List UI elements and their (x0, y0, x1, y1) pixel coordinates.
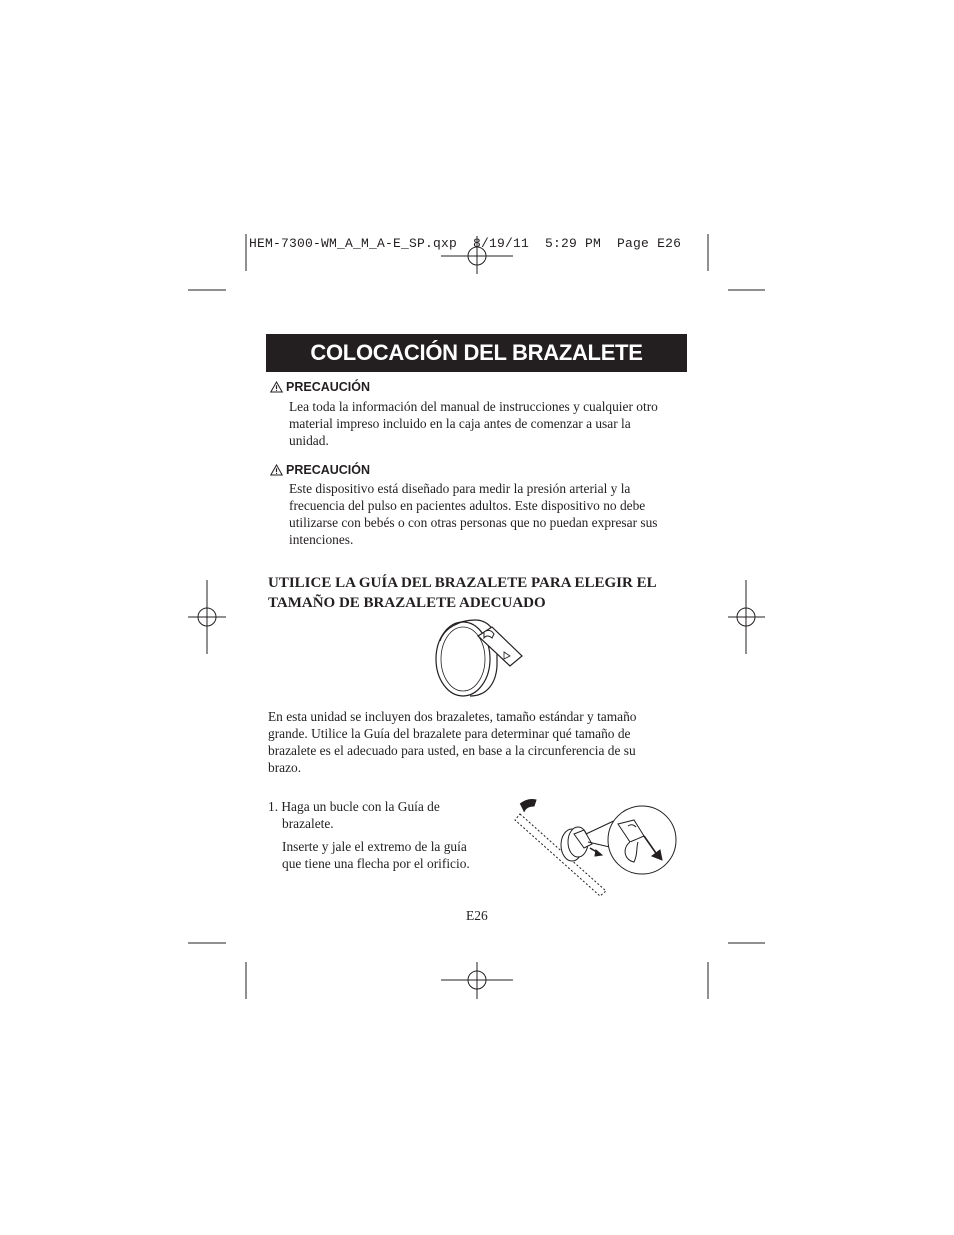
caution-label: PRECAUCIÓN (286, 380, 371, 394)
text-line: Este dispositivo está diseñado para medir la presión arterial y la (289, 481, 631, 496)
text-line: que tiene una flecha por el orificio. (282, 856, 470, 871)
text-line: brazalete es el adecuado para usted, en base a la circunferencia de su (268, 743, 636, 758)
section-title-bar (266, 334, 687, 372)
text-line: brazo. (268, 760, 302, 775)
text-line: material impreso incluido en la caja antes de comenzar a usar la (289, 416, 631, 431)
text-line: grande. Utilice la Guía del brazalete para determinar qué tamaño de (268, 726, 631, 741)
text-line: brazalete. (282, 816, 334, 831)
text-line: Inserte y jale el extremo de la guía (282, 839, 467, 854)
caution-heading (270, 463, 370, 477)
caution-text (289, 480, 658, 548)
text-line: intenciones. (289, 532, 354, 547)
caution-heading (270, 380, 370, 394)
text-line: frecuencia del pulso en pacientes adultos. Este dispositivo no debe (289, 498, 646, 513)
intro-paragraph (268, 708, 636, 776)
page-number: E26 (466, 908, 488, 923)
caution-text (289, 398, 658, 449)
insert-guide-illustration (512, 796, 682, 900)
registration-mark-icon-right (728, 580, 765, 654)
text-line: 1. Haga un bucle con la Guía de (268, 799, 440, 814)
cuff-guide-loop-illustration (430, 616, 530, 698)
step-1-text (268, 798, 440, 832)
subheading-line: TAMAÑO DE BRAZALETE ADECUADO (268, 594, 546, 611)
file-slug-line: HEM-7300-WM_A_M_A-E_SP.qxp 8/19/11 5:29 PM Page E26 (249, 236, 682, 251)
caution-label: PRECAUCIÓN (286, 463, 371, 477)
warning-triangle-icon (270, 464, 283, 476)
warning-triangle-icon (270, 381, 283, 393)
section-title: COLOCACIÓN DEL BRAZALETE (310, 340, 643, 365)
text-line: utilizarse con bebés o con otras personas que no puedan expresar sus (289, 515, 658, 530)
text-line: unidad. (289, 433, 329, 448)
registration-mark-icon-bottom (441, 962, 513, 999)
text-line: Lea toda la información del manual de instrucciones y cualquier otro (289, 399, 658, 414)
step-1-detail (282, 838, 470, 872)
subheading (268, 574, 698, 613)
registration-mark-icon-left (188, 580, 226, 654)
text-line: En esta unidad se incluyen dos brazaletes, tamaño estándar y tamaño (268, 709, 637, 724)
subheading-line: UTILICE LA GUÍA DEL BRAZALETE PARA ELEGIR EL (268, 575, 657, 591)
